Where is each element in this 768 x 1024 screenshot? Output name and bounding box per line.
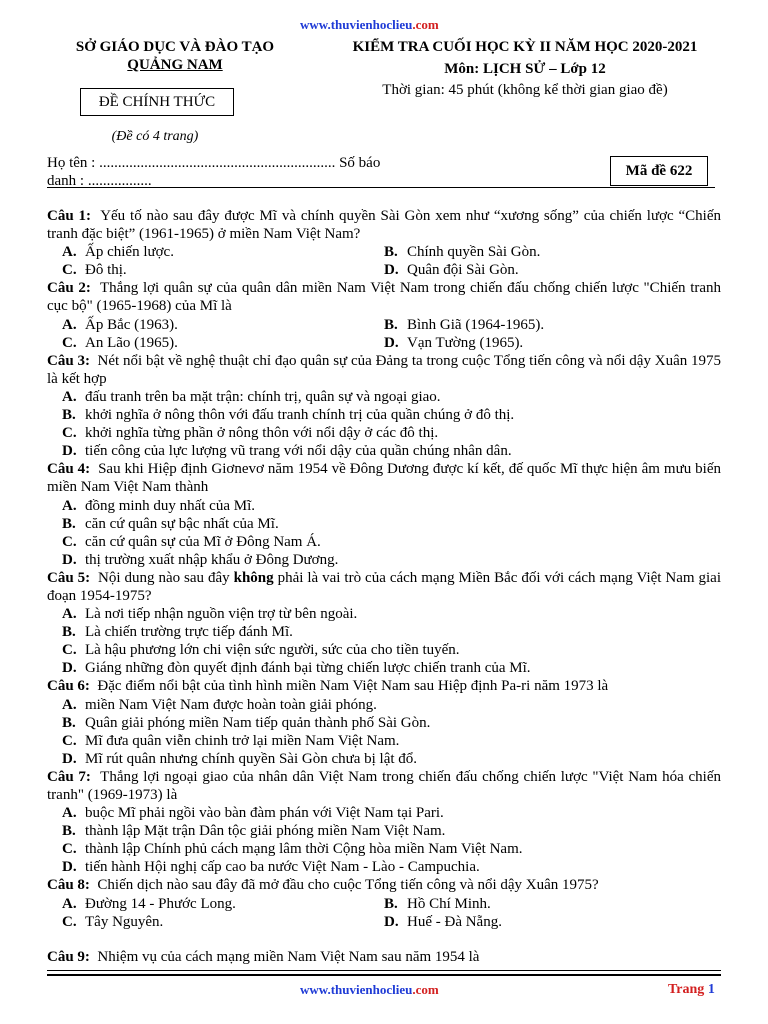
exam-title: KIỂM TRA CUỐI HỌC KỲ II NĂM HỌC 2020-2021 — [352, 39, 698, 55]
question-6 — [47, 677, 721, 695]
option-a[interactable]: A. Ấp Bắc (1963). — [62, 316, 178, 333]
options-row — [47, 895, 721, 913]
question-5 — [47, 569, 721, 605]
question-text: Thắng lợi ngoại giao của nhân dân Việt Nam trong chiến đấu chống chiến lược "Việt Nam hóa chiến tranh" (1969-1973) là — [47, 768, 721, 803]
option-c[interactable]: C. thành lập Chính phủ cách mạng lâm thời Cộng hòa miền Nam Việt Nam. — [62, 841, 523, 858]
question-2 — [47, 279, 721, 315]
option-c[interactable]: C. An Lão (1965). — [62, 334, 178, 351]
question-text: Nét nổi bật về nghệ thuật chỉ đạo quân sự của Đảng ta trong cuộc Tổng tiến công và nổi dậy Xuân 1975 là kết hợp — [47, 352, 722, 387]
exam-subject: Môn: LỊCH SỬ – Lớp 12 — [444, 61, 606, 77]
options-row — [47, 316, 721, 334]
exam-header — [330, 38, 720, 99]
option-a[interactable]: A. buộc Mĩ phải ngồi vào bàn đàm phán với Việt Nam tại Pari. — [62, 805, 444, 822]
province-name: QUẢNG NAM — [127, 57, 223, 73]
option-d[interactable]: D. tiến hành Hội nghị cấp cao ba nước Việt Nam - Lào - Campuchia. — [62, 859, 480, 876]
question-number: Câu 5: — [47, 569, 91, 586]
question-text: Nhiệm vụ của cách mạng miền Nam Việt Nam sau năm 1954 là — [97, 948, 480, 965]
options-row — [47, 913, 721, 931]
option-a[interactable]: A. đấu tranh trên ba mặt trận: chính trị, quân sự và ngoại giao. — [62, 388, 441, 405]
footer-site[interactable] — [300, 982, 439, 998]
site-tld: .com — [412, 982, 439, 997]
option-b[interactable]: B. khởi nghĩa ở nông thôn với đấu tranh chính trị của quần chúng ở đô thị. — [62, 407, 515, 424]
question-number: Câu 8: — [47, 877, 90, 894]
question-text: Nội dung nào sau đây — [98, 569, 234, 586]
question-number: Câu 3: — [47, 352, 90, 369]
question-list — [47, 207, 721, 966]
option-c[interactable]: C. Là hậu phương lớn chi viện sức người, sức của cho tiền tuyến. — [62, 642, 460, 659]
header-divider — [47, 187, 715, 188]
question-4 — [47, 460, 721, 496]
option-c[interactable]: C. Mĩ đưa quân viễn chinh trở lại miền Nam Việt Nam. — [62, 732, 400, 749]
option-d[interactable]: D. tiến công của lực lượng vũ trang với nổi dậy của quần chúng nhân dân. — [62, 443, 512, 460]
question-number: Câu 1: — [47, 208, 92, 224]
question-number: Câu 4: — [47, 461, 91, 478]
site-name: www.thuvienhoclieu — [300, 982, 413, 997]
option-d[interactable]: D. thị trường xuất nhập khẩu ở Đông Dương. — [62, 551, 339, 568]
option-b[interactable]: B. Hồ Chí Minh. — [384, 895, 491, 912]
question-1 — [47, 207, 721, 243]
option-a[interactable]: A. Ấp chiến lược. — [62, 244, 174, 261]
student-name-line: Họ tên : ............................................................... Số báo — [47, 155, 381, 171]
question-9 — [47, 948, 721, 966]
student-info — [47, 154, 380, 190]
options-row — [47, 334, 721, 352]
student-id-line: danh : ................. — [47, 173, 152, 189]
option-a[interactable]: A. Là nơi tiếp nhận nguồn viện trợ từ bên ngoài. — [62, 606, 358, 623]
option-b[interactable]: B. Quân giải phóng miền Nam tiếp quản thành phố Sài Gòn. — [62, 714, 431, 731]
option-d[interactable]: D. Mĩ rút quân nhưng chính quyền Sài Gòn chưa bị lật đổ. — [62, 750, 418, 767]
page-number — [668, 982, 715, 998]
option-d[interactable]: D. Vạn Tường (1965). — [384, 334, 524, 351]
option-d[interactable]: D. Huế - Đà Nẵng. — [384, 913, 502, 930]
option-a[interactable]: A. đồng minh duy nhất của Mĩ. — [62, 497, 255, 514]
option-a[interactable]: A. miền Nam Việt Nam được hoàn toàn giải phóng. — [62, 696, 377, 713]
exam-code: Mã đề 622 — [610, 156, 708, 186]
question-number: Câu 6: — [47, 678, 90, 695]
options-row — [47, 261, 721, 279]
option-b[interactable]: B. Là chiến trường trực tiếp đánh Mĩ. — [62, 624, 293, 641]
page-label: Trang — [668, 982, 705, 997]
page-number-value: 1 — [707, 982, 715, 997]
question-3 — [47, 352, 721, 388]
question-number: Câu 7: — [47, 768, 91, 785]
site-name: www.thuvienhoclieu — [300, 17, 413, 32]
footer-divider — [47, 970, 721, 976]
department-header — [40, 38, 310, 74]
option-a[interactable]: A. Đường 14 - Phước Long. — [62, 895, 236, 912]
question-7 — [47, 768, 721, 804]
option-b[interactable]: B. Chính quyền Sài Gòn. — [384, 244, 541, 261]
question-number: Câu 2: — [47, 280, 91, 297]
exam-time: Thời gian: 45 phút (không kể thời gian giao đề) — [382, 82, 668, 98]
spacer — [47, 931, 721, 948]
option-c[interactable]: C. Đô thị. — [62, 262, 127, 279]
options-row — [47, 243, 721, 261]
official-label: ĐỀ CHÍNH THỨC — [80, 88, 234, 116]
site-tld: .com — [412, 17, 439, 32]
option-d[interactable]: D. Giáng những đòn quyết định đánh bại từng chiến lược chiến tranh của Mĩ. — [62, 660, 531, 677]
site-header[interactable] — [300, 17, 439, 33]
question-text: Sau khi Hiệp định Giơnevơ năm 1954 về Đông Dương được kí kết, đế quốc Mĩ thực hiện âm mưu biến miền Nam Việt Nam thành — [47, 461, 721, 496]
question-text: Chiến dịch nào sau đây đã mở đầu cho cuộc Tổng tiến công và nổi dậy Xuân 1975? — [97, 877, 599, 894]
question-text: phải là vai trò của cách mạng Miền Bắc đối với cách mạng Việt Nam giai đoạn 1954-1975? — [47, 569, 721, 604]
question-8 — [47, 876, 721, 894]
question-text: Đặc điểm nổi bật của tình hình miền Nam Việt Nam sau Hiệp định Pa-ri năm 1973 là — [97, 678, 609, 695]
department-name: SỞ GIÁO DỤC VÀ ĐÀO TẠO — [75, 39, 275, 55]
option-b[interactable]: B. Bình Giã (1964-1965). — [384, 316, 545, 333]
pages-note: (Đề có 4 trang) — [111, 129, 199, 144]
option-c[interactable]: C. căn cứ quân sự của Mĩ ở Đông Nam Á. — [62, 533, 321, 550]
option-d[interactable]: D. Quân đội Sài Gòn. — [384, 262, 519, 279]
question-emphasis: không — [233, 569, 274, 586]
option-b[interactable]: B. căn cứ quân sự bậc nhất của Mĩ. — [62, 515, 279, 532]
question-text: Yếu tố nào sau đây được Mĩ và chính quyền Sài Gòn xem như “xương sống” của chiến lược “Chiến tranh đặc biệt” (1961-1965) ở miền Nam Việt Nam? — [47, 208, 722, 243]
option-b[interactable]: B. thành lập Mặt trận Dân tộc giải phóng miền Nam Việt Nam. — [62, 823, 446, 840]
question-text: Thắng lợi quân sự của quân dân miền Nam Việt Nam trong chiến đấu chống chiến lược "Chiến tranh cục bộ" (1965-1968) của Mĩ là — [47, 280, 722, 315]
option-c[interactable]: C. Tây Nguyên. — [62, 913, 164, 930]
option-c[interactable]: C. khởi nghĩa từng phần ở nông thôn với nổi dậy ở các đô thị. — [62, 425, 439, 442]
question-number: Câu 9: — [47, 948, 90, 965]
